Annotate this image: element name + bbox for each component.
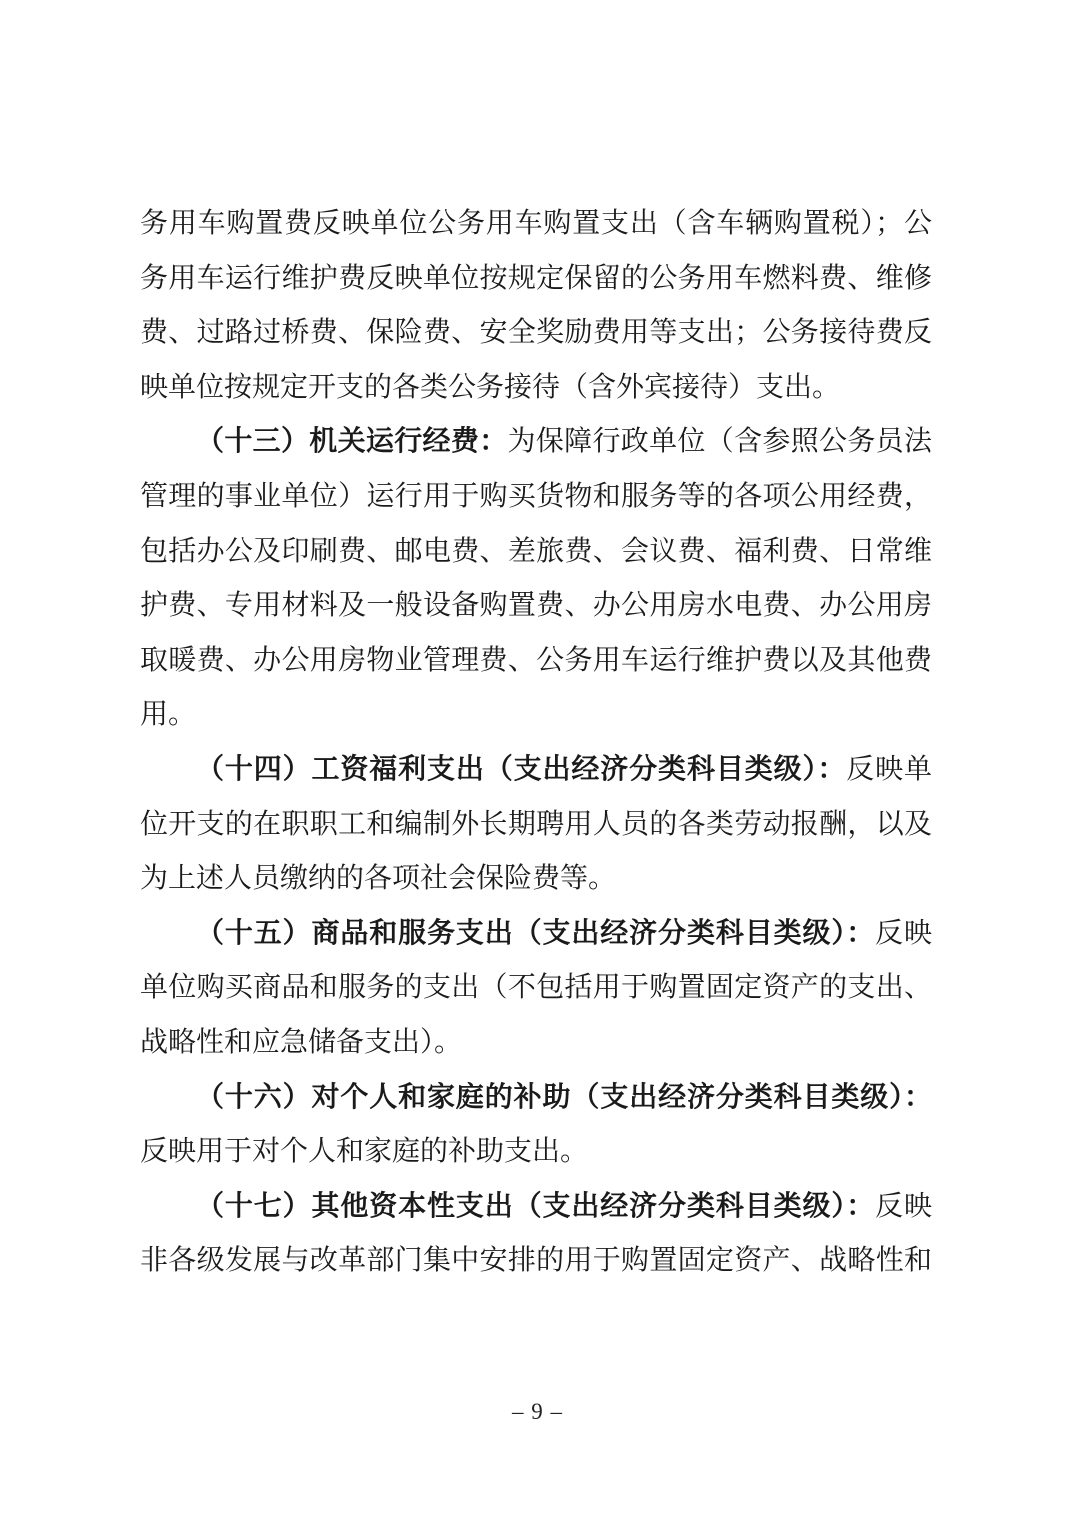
text-line (140, 907, 932, 962)
line-text: 为保障行政单位（含参照公务员法 (507, 426, 932, 458)
text-line: 取暖费、办公用房物业管理费、公务用车运行维护费以及其他费 (140, 644, 932, 676)
item-17-heading: （十七）其他资本性支出（支出经济分类科目类级）： (196, 1190, 876, 1222)
paragraph-continuation (140, 197, 932, 415)
text-line: 非各级发展与改革部门集中安排的用于购置固定资产、战略性和 (140, 1245, 932, 1277)
text-line: 映单位按规定开支的各类公务接待（含外宾接待）支出。 (140, 371, 841, 403)
text-line (140, 1180, 932, 1235)
text-line (140, 415, 932, 470)
paragraph-item-14 (140, 743, 932, 907)
text-line: 用。 (140, 699, 197, 731)
text-line: 务用车运行维护费反映单位按规定保留的公务用车燃料费、维修 (140, 262, 932, 294)
paragraph-item-15 (140, 907, 932, 1071)
item-14-heading: （十四）工资福利支出（支出经济分类科目类级）： (196, 753, 847, 785)
item-15-heading: （十五）商品和服务支出（支出经济分类科目类级）： (196, 917, 876, 949)
line-text: 反映单 (846, 753, 932, 785)
paragraph-item-17 (140, 1180, 932, 1289)
text-line: 管理的事业单位）运行用于购买货物和服务等的各项公用经费， (140, 480, 932, 512)
text-line: 包括办公及印刷费、邮电费、差旅费、会议费、福利费、日常维 (140, 535, 932, 567)
paragraph-item-13 (140, 415, 932, 743)
text-line: 护费、专用材料及一般设备购置费、办公用房水电费、办公用房 (140, 590, 932, 622)
item-16-heading: （十六）对个人和家庭的补助（支出经济分类科目类级）： (196, 1081, 932, 1113)
text-line: 单位购买商品和服务的支出（不包括用于购置固定资产的支出、 (140, 972, 932, 1004)
text-line: 费、过路过桥费、保险费、安全奖励费用等支出；公务接待费反 (140, 317, 932, 349)
paragraph-item-16 (140, 1071, 932, 1180)
line-text: 反映 (875, 1190, 932, 1222)
item-13-heading: （十三）机关运行经费： (196, 426, 508, 458)
text-line (140, 743, 932, 798)
text-line: 战略性和应急储备支出）。 (140, 1026, 463, 1058)
page-number: – 9 – (512, 1399, 563, 1424)
text-line: 位开支的在职职工和编制外长期聘用人员的各类劳动报酬，以及 (140, 808, 932, 840)
text-line: 反映用于对个人和家庭的补助支出。 (140, 1136, 589, 1168)
text-line: 务用车购置费反映单位公务用车购置支出（含车辆购置税）；公 (140, 208, 932, 239)
text-line: 为上述人员缴纳的各项社会保险费等。 (140, 863, 617, 895)
text-line (140, 1071, 932, 1126)
line-text: 反映 (875, 917, 932, 949)
document-body (140, 197, 932, 1289)
